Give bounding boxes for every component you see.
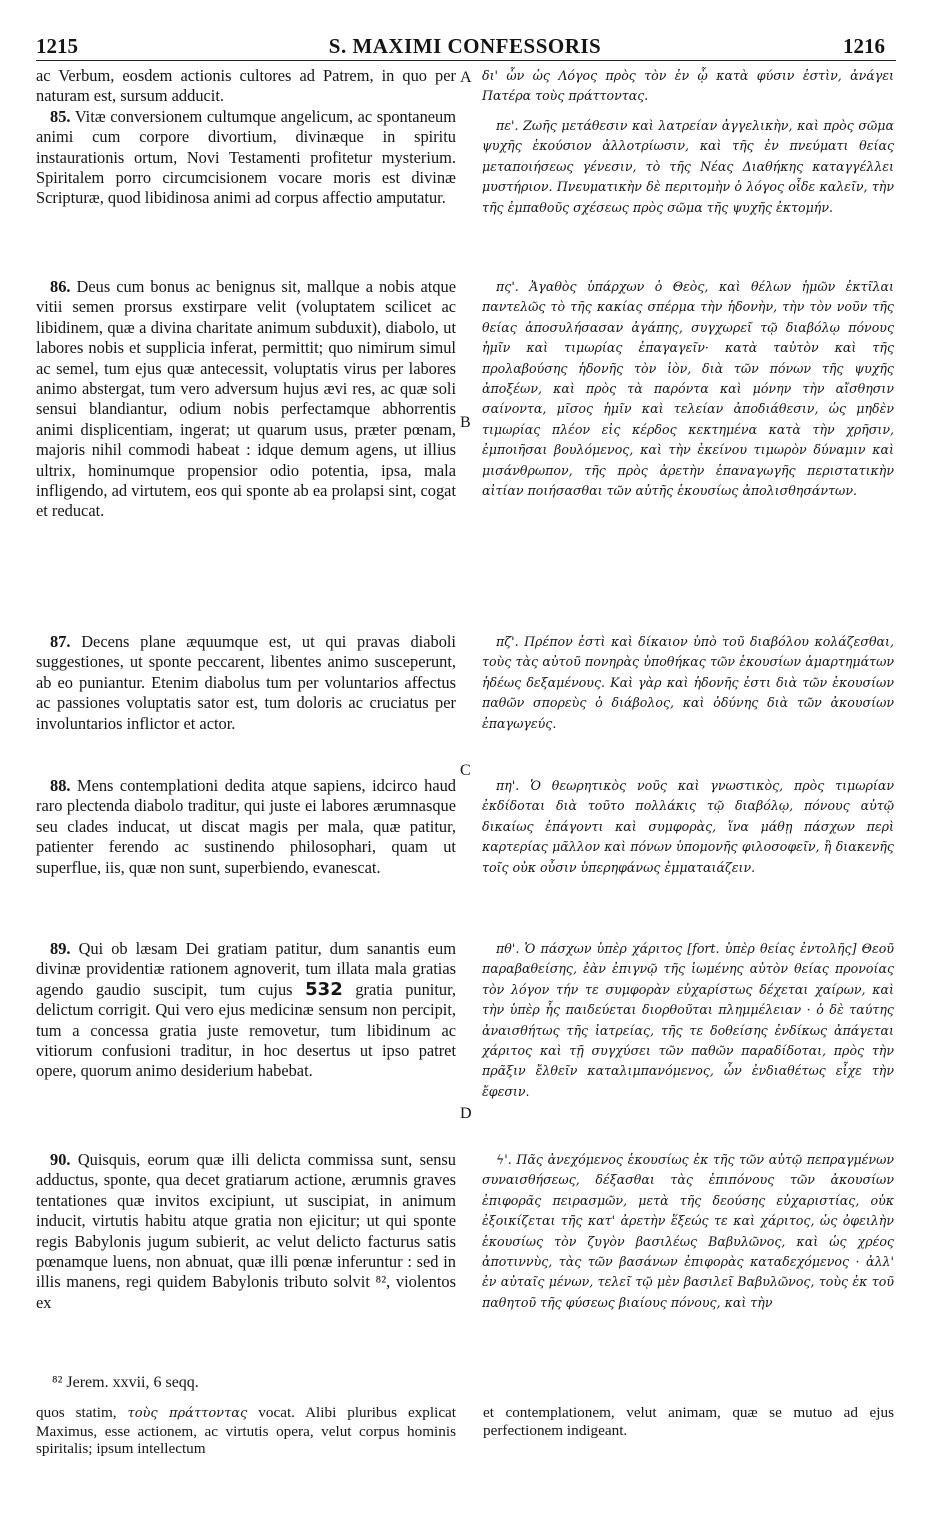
paragraph-number: 86. [50,277,71,296]
greek-column-85 [482,116,894,218]
header-rule [36,60,896,61]
paragraph-number: 88. [50,776,71,795]
note-greek: τοὺς πράττοντας [127,1406,248,1421]
section-marker-d: D [460,1105,472,1122]
greek-paragraph-89: πθ'. Ὁ πάσχων ὑπὲρ χάριτος [fort. ὑπὲρ θείας ἐντολῆς] Θεοῦ παραβαθείσης, ἐὰν ἐπιγνῷ τῆς ἰωμένης αὐτὸν θείας προνοίας τὸν λόγον τήν τε συμφορὰν εὐχαρίστως δέχεται χαίρων, καὶ τὴν ὑπὲρ ἧς παιδεύεται διορθοῦται πλημμέλειαν · ὁ δὲ ταύτης ἀναισθήτως τῆς ἰατρείας, τῆς τε δοθείσης ἐνδίκως ἀπάγεται χάριτος καὶ τῇ συγχύσει τῶν παθῶν παραδίδοται, πρὸς τὴν πρᾶξιν ἔλθεῖν καταλιμπανόμενος, ὧν ἐνδιαθέτως εἶχε τὴν ἔφεσιν. [482,941,894,1099]
latin-intro: ac Verbum, eosdem actionis cultores ad Patrem, in quo per naturam est, sursum adducit. [36,66,456,106]
note-text: vocat. Alibi pluribus explicat Maximus, esse actionem, ac virtutis opera, velut corpus hominis spiritalis; ipsum intellectum [36,1404,457,1457]
greek-paragraph-85: πε'. Ζωῆς μετάθεσιν καὶ λατρείαν ἀγγελικὴν, καὶ πρὸς σῶμα ψυχῆς ἑκούσιον ἀλλοτρίωσιν, καὶ τῆς ἐν πνεύματι θείας μεταποιήσεως γένεσιν, τὸ τῆς Νέας Διαθήκης καταγγέλλει μυστήριον. Πνευματικὴν δὲ περιτομὴν ὁ λόγος οἶδε καλεῖν, τὴν τῆς ἐμπαθοῦς σχέσεως πρὸς σῶμα τῆς ψυχῆς ἐκτομήν. [482,118,894,215]
latin-paragraph-86 [36,277,456,522]
greek-column [482,66,894,107]
latin-column-89 [36,939,456,1082]
latin-column-86 [36,277,456,522]
section-marker-a: A [460,69,472,86]
latin-paragraph-90 [36,1150,456,1313]
paragraph-number: 89. [50,939,71,958]
note-left [36,1404,456,1458]
paragraph-text: Vitæ conversionem cultumque angelicum, ac spontaneum animi cum corpore divortium, divinæque in spiritu instaurationis ortum, Novi Testamenti profitetur mysterium. Spiritalem porro circumcisionem vocare moris est divinæ Scripturæ, quod libidinosa animi ad corpus affectio amputatur. [36,106,456,208]
latin-column [36,66,456,209]
section-marker-b: B [460,414,471,431]
latin-column-87 [36,632,456,734]
greek-paragraph-87: πζ'. Πρέπον ἐστὶ καὶ δίκαιον ὑπὸ τοῦ διαβόλου κολάζεσθαι, τοὺς τὰς αὐτοῦ πονηρὰς ὑποθήκας τῶν ἑκουσίων ἁμαρτημάτων ἡδέως δεξαμένους. Καὶ γὰρ καὶ ἡδονῆς ἐστι διὰ τῶν ἑκουσίων παθῶν σπορεὺς ὁ διάβολος, καὶ ὀδύνης διὰ τῶν ἀκουσίων ἐπαγωγεύς. [482,634,894,731]
note-text: et contemplationem, velut animam, quæ se mutuo ad ejus perfectionem indigeant. [483,1404,894,1439]
latin-paragraph-85 [36,107,456,209]
paragraph-number: 90. [50,1150,71,1169]
paragraph-number: 87. [50,632,71,651]
latin-column-90 [36,1150,456,1313]
latin-paragraph-89 [36,939,456,1082]
greek-column-88 [482,776,894,878]
paragraph-text: Mens contemplationi dedita atque sapiens, idcirco haud raro plectenda diabolo traditur, qui juste ei labores ærumnasque seu clades inducat, ut discat magis per mala, quæ patitur, patienter ferendo ac sustinendo philosophari, quam ut superflue, iis, quæ non sunt, superbiendo, evanescat. [36,776,456,877]
running-title: S. MAXIMI CONFESSORIS [328,34,602,58]
note-text: quos statim, [36,1404,117,1421]
left-page-number: 1215 [36,34,78,58]
paragraph-text: Quisquis, eorum quæ illi delicta commissa sunt, sensu adductus, sponte, qua decet gratiarum actione, ærumnis graves tentationes quæ invitos excipiunt, ut suscipiat, in animum inducit, virtutis habitu atque gratia non ejicitur; ut qui sponte regis Babylonis jugum subierit, ac velut delicto facturus satis pœnamque luens, non abnuat, quæ illi pœnæ inferuntur : sed in illis manens, regi quidem Babylonis tributo solvit ⁸², violentos ex [36,1150,456,1312]
greek-column-86 [482,277,894,501]
greek-column-87 [482,632,894,734]
paragraph-text: Decens plane æquumque est, ut qui pravas diaboli suggestiones, ut sponte peccarent, libentes animo susceperunt, ab eo puniantur. Etenim diabolus tum per voluntarios affectus ac passiones voluptatis sator est, tum doloris ac cruciatus per involuntarios inflictor et actor. [36,632,456,733]
greek-column-90 [482,1150,894,1313]
latin-paragraph-88 [36,776,456,878]
greek-paragraph-90: ϟ'. Πᾶς ἀνεχόμενος ἑκουσίως ἐκ τῆς τῶν αὐτῷ πεπραγμένων συναισθήσεως, δέξασθαι τὰς ἐπιπόνους τῶν ἀκουσίων ἐπιφορᾶς πειρασμῶν, μετὰ τῆς δεούσης εὐχαριστίας, οὐκ ἐξοικίζεται τῆς κατ' ἀρετὴν ἕξεώς τε καὶ χάριτος, ὡς ὀφειλὴν ἑκουσίως τὸν ζυγὸν βασιλέως Βαβυλῶνος, καὶ ὡς χρέος ἀποτιννὺς, τὰς τῶν βασάνων ἐπιφορὰς καταδεχόμενος · ἀλλ' ἐν αὐταῖς μένων, τελεῖ τῷ μὲν βασιλεῖ Βαβυλῶνος, τοὺς ἐκ τοῦ παθητοῦ τῆς φύσεως βιαίους πόνους, καὶ τὴν [482,1152,894,1310]
paragraph-number: 85. [50,106,71,126]
right-page-number: 1216 [843,34,885,58]
footnote: ⁸² Jerem. xxvii, 6 seqq. [52,1374,199,1391]
note-right [483,1404,894,1439]
latin-column-88 [36,776,456,878]
paragraph-text: Deus cum bonus ac benignus sit, mallque a nobis atque vitii semen prorsus exstirpare velit (voluptatem scilicet ac libidinem, quæ a divina charitate animum subduxit), diabolo, ut labores nobis et supplicia inferat, permittit; quo nimirum simul ac semel, tum ejus quæ antecessit, voluptatis virus per labores animo abstergat, tum vero adversum hujus ævi res, ac quæ soli sensui blandiantur, odium nobis perfectamque abhorrentis animi displicentiam, ingerat; ut quarum usus, præter pœnam, majoris nihil commodi habeat : idque demum agens, ut illius ultrix, hominumque propensior odio potentia, ipsa, mala infligendo, ad virtutem, eos qui sponte ab ea prolapsi sint, cogat et reducat. [36,277,456,521]
greek-intro: δι' ὧν ὡς Λόγος πρὸς τὸν ἐν ᾧ κατὰ φύσιν ἐστὶν, ἀνάγει Πατέρα τοὺς πράττοντας. [482,68,894,104]
paragraph-text: Qui ob læsam Dei gratiam patitur, dum sanantis eum divinæ providentiæ rationem agnoverit, tum illata mala gratias agendo gaudio suscipit, tum cujus [36,939,456,999]
latin-paragraph-87 [36,632,456,734]
greek-paragraph-86: πς'. Ἀγαθὸς ὑπάρχων ὁ Θεὸς, καὶ θέλων ἡμῶν ἐκτῖλαι παντελῶς τὸ τῆς κακίας σπέρμα τὴν ἡδονὴν, τὴν τὸν νοῦν τῆς θείας ἀποσυλήσασαν ἀγάπης, συγχωρεῖ τῷ διαβόλῳ πόνους ἡμῖν καὶ τιμωρίας ἐπαγαγεῖν· κατὰ ταὐτὸν καὶ τῆς προλαβούσης ἡδονῆς τὸν ἰὸν, διὰ τῶν πόνων τῆς ψυχῆς ἀποξέων, καὶ πρὸς τὰ παρόντα καὶ μόνην τὴν αἴσθησιν σαίνοντα, μῖσος ἡμῖν καὶ τελείαν ἀποδιάθεσιν, ὡς μηδὲν τιμωρίας πλέον εἰς κέρδος κεκτημένα κατὰ τὴν χρῆσιν, ἐμποιῆσαι βουλόμενος, καὶ τὴν ἐκείνου τιμωρὸν δύναμιν καὶ μισάνθρωπον, τῆς πρὸς ἀρετὴν ἐπαναγωγῆς περιστατικὴν αἰτίαν ποιήσασθαι τῶν αὐτῆς ἑκουσίως ἀπολισθησάντων. [482,279,894,499]
paragraph-text: gratia punitur, delictum corrigit. Qui vero ejus medicinæ sensum non percipit, tum a concessa gratia juste removetur, tum libidinum ac vitiorum confusioni traditur, in hoc desertus ut ipso patret opere, quorum animo desiderium habebat. [36,979,456,1081]
greek-column-89 [482,939,894,1102]
greek-paragraph-88: πη'. Ὁ θεωρητικὸς νοῦς καὶ γνωστικὸς, πρὸς τιμωρίαν ἐκδίδοται διὰ τοῦτο πολλάκις τῷ διαβόλῳ, πόνους αὐτῷ δικαίως ἐπάγοντι καὶ συμφορὰς, ἵνα μάθῃ πάσχων περὶ καρτερίας μᾶλλον καὶ πόνων ὑπομονῆς φιλοσοφεῖν, ἢ διακενῆς τοῖς οὐκ οὖσιν ὑπερηφάνως ἐμματαιάζειν. [482,778,894,875]
section-marker-c: C [460,762,471,779]
column-number: 532 [305,978,343,1000]
